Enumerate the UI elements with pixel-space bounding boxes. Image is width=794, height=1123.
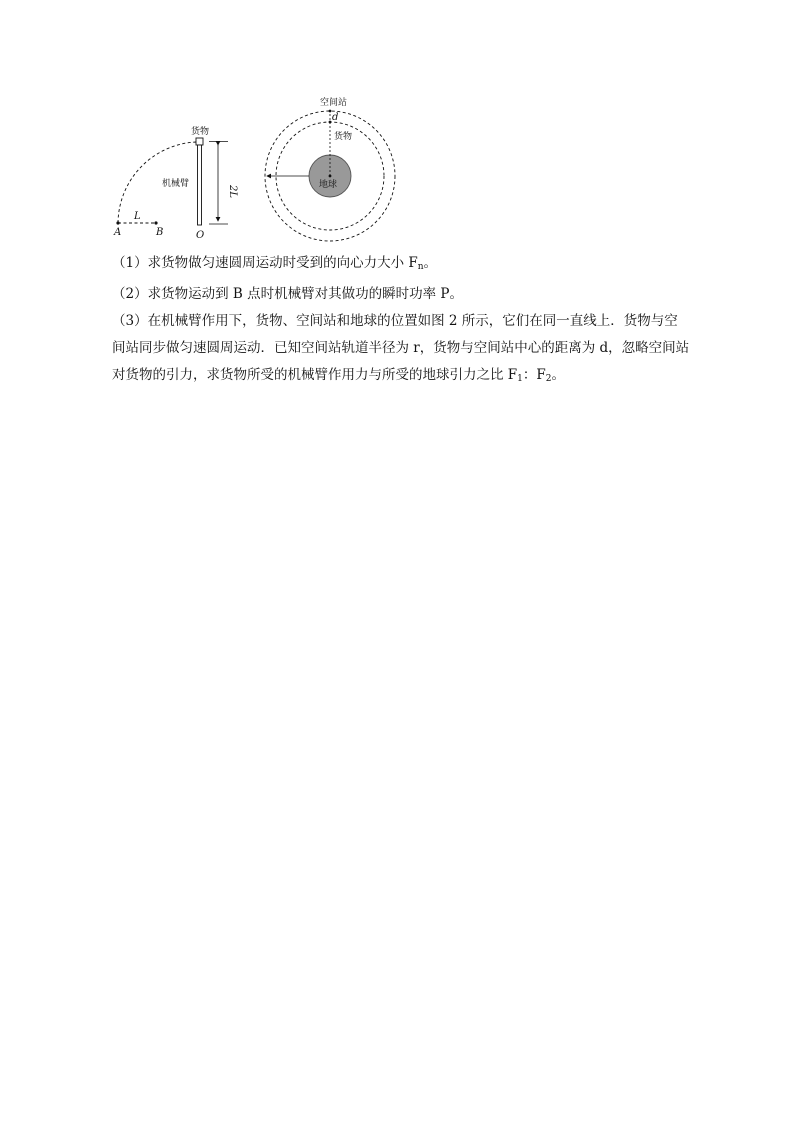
question-list: [112, 250, 707, 393]
point-o-label: O: [196, 230, 205, 241]
dim-2l-label: 2L: [227, 185, 238, 199]
cargo-label-fig2: 货物: [334, 132, 353, 142]
question-3-line-1: （3）在机械臂作用下，货物、空间站和地球的位置如图 2 所示，它们在同一直线上．货物与空: [112, 313, 678, 329]
figure-2-orbit: [265, 96, 395, 241]
cargo-dot: [329, 121, 332, 124]
point-a-dot: [116, 221, 119, 224]
question-3-line-2: 间站同步做匀速圆周运动．已知空间站轨道半径为 r，货物与空间站中心的距离为 d，忽略空间站: [112, 340, 690, 356]
station-dot: [329, 110, 332, 113]
question-2-text: （2）求货物运动到 B 点时机械臂对其做功的瞬时功率 P。: [112, 286, 463, 302]
station-label: 空间站: [320, 98, 348, 108]
robot-arm-bar: [198, 145, 202, 225]
question-1-end: 。: [423, 255, 438, 271]
question-1-subscript: n: [417, 262, 424, 272]
question-3-line-3: 对货物的引力，求货物所受的机械臂作用力与所受的地球引力之比 F: [112, 367, 518, 383]
point-a-label: A: [114, 227, 122, 238]
earth-label: 地球: [319, 180, 338, 190]
problem-figures: [110, 92, 410, 242]
question-1: [112, 250, 707, 281]
question-3: [112, 308, 707, 393]
point-b-label: B: [156, 227, 164, 238]
question-3-end: 。: [551, 367, 566, 383]
point-b-dot: [154, 221, 157, 224]
question-2: [112, 281, 707, 308]
cargo-box: [196, 138, 203, 145]
question-3-subscript-2: 2: [545, 374, 552, 384]
arm-label: 机械臂: [162, 179, 190, 189]
question-3-mid: ：F: [522, 367, 546, 383]
question-1-text: （1）求货物做匀速圆周运动时受到的向心力大小 F: [112, 255, 418, 271]
cargo-label-fig1: 货物: [191, 127, 210, 137]
figure-1-arm: [113, 125, 238, 241]
figures-svg: [110, 92, 410, 242]
question-3-subscript-1: 1: [517, 374, 523, 384]
d-label: d: [332, 112, 339, 123]
dim-l-label: L: [134, 211, 141, 222]
